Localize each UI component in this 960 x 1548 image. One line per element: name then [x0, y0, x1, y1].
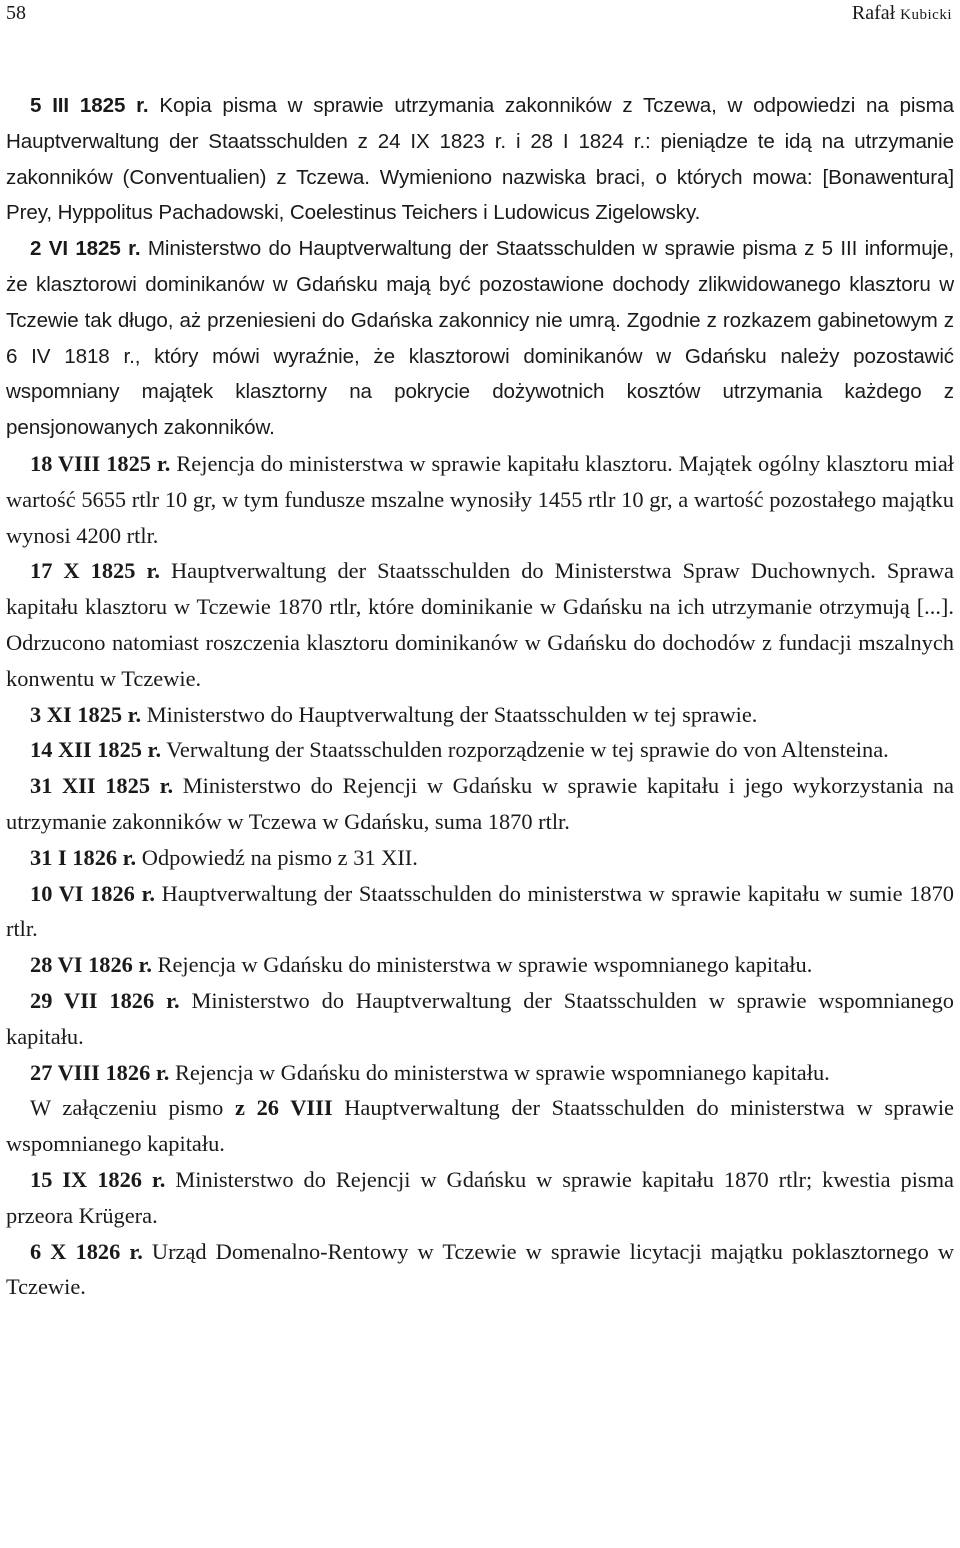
entry-date: 31 XII 1825 r.	[30, 773, 174, 799]
chronology-entry	[6, 1162, 954, 1234]
chronology-entry	[6, 732, 954, 768]
entry-date: 27 VIII 1826 r.	[30, 1059, 170, 1085]
entry-date: 28 VI 1826 r.	[30, 952, 152, 978]
chronology-entry	[6, 446, 954, 553]
entry-text: Ministerstwo do Hauptverwaltung der Staatsschulden w sprawie wspomnianego kapitału.	[6, 987, 955, 1049]
chronology-entry	[6, 697, 954, 733]
entry-text: Odpowiedź na pismo z 31 XII.	[136, 844, 418, 870]
entry-date: 17 X 1825 r.	[30, 558, 160, 584]
chronology-entry	[6, 768, 954, 840]
entry-text: Verwaltung der Staatsschulden rozporządzenie w tej sprawie do von Altensteina.	[161, 737, 889, 763]
author-last-name: Kubicki	[900, 7, 952, 23]
chronology-entry	[6, 876, 954, 948]
entry-date: 18 VIII 1825 r.	[30, 450, 171, 476]
entry-text: Hauptverwaltung der Staatsschulden do Ministerstwa Spraw Duchownych. Sprawa kapitału klasztoru w Tczewie 1870 rtlr, które dominikanie w Gdańsku na ich utrzymanie otrzymują [...]. Odrzucono natomiast roszczenia klasztoru dominikanów w Gdańsku do dochodów z fundacji mszalnych konwentu w Tczewie.	[6, 558, 954, 691]
entry-text: Kopia pisma w sprawie utrzymania zakonników z Tczewa, w odpowiedzi na pisma Hauptverwaltung der Staatsschulden z 24 IX 1823 r. i 28 I 1824 r.: pieniądze te idą na utrzymanie zakonników (Conventualien) z Tczewa. Wymieniono nazwiska braci, o których mowa: [Bonawentura] Prey, Hyppolitus Pachadowski, Coelestinus Teichers i Ludowicus Zigelowsky.	[6, 94, 954, 225]
entry-date: 6 X 1826 r.	[30, 1238, 143, 1264]
document-body	[6, 88, 954, 1305]
entry-text: Urząd Domenalno-Rentowy w Tczewie w sprawie licytacji majątku poklasztornego w Tczewie.	[6, 1238, 955, 1300]
chronology-entry	[6, 983, 954, 1055]
entry-text: Rejencja w Gdańsku do ministerstwa w sprawie wspomnianego kapitału.	[169, 1059, 830, 1085]
chronology-entry	[6, 1234, 954, 1306]
chronology-entry	[6, 1055, 954, 1091]
chronology-entry	[6, 840, 954, 876]
entry-text: Ministerstwo do Rejencji w Gdańsku w sprawie kapitału 1870 rtlr; kwestia pisma przeora Krügera.	[6, 1166, 954, 1228]
entry-date: z 26 VIII	[234, 1095, 333, 1121]
chronology-entry	[6, 947, 954, 983]
entry-date: 3 XI 1825 r.	[30, 701, 142, 727]
page-number: 58	[6, 2, 26, 24]
entry-date: 31 I 1826 r.	[30, 844, 137, 870]
entry-date: 14 XII 1825 r.	[30, 737, 162, 763]
entry-text: Rejencja do ministerstwa w sprawie kapitału klasztoru. Majątek ogólny klasztoru miał wartość 5655 rtlr 10 gr, w tym fundusze mszalne wynosiły 1455 rtlr 10 gr, a wartość pozostałego majątku wynosi 4200 rtlr.	[6, 450, 954, 548]
entry-date: 10 VI 1826 r.	[30, 880, 155, 906]
entry-text: Ministerstwo do Hauptverwaltung der Staatsschulden w tej sprawie.	[141, 701, 758, 727]
running-head-author	[852, 0, 952, 28]
entry-text: Hauptverwaltung der Staatsschulden do ministerstwa w sprawie kapitału w sumie 1870 rtlr.	[6, 880, 954, 942]
entry-text: Hauptverwaltung der Staatsschulden do ministerstwa w sprawie wspomnianego kapitału.	[6, 1095, 954, 1157]
entry-text: Rejencja w Gdańsku do ministerstwa w sprawie wspomnianego kapitału.	[151, 952, 813, 978]
entry-text: Ministerstwo do Rejencji w Gdańsku w sprawie kapitału i jego wykorzystania na utrzymanie zakonników w Tczewa w Gdańsku, suma 1870 rtlr.	[6, 773, 954, 834]
author-first-name: Rafał	[851, 2, 896, 24]
chronology-entry	[6, 553, 954, 696]
entry-date: 5 III 1825 r.	[30, 94, 149, 117]
entry-date: 2 VI 1825 r.	[30, 237, 141, 261]
chronology-entry	[6, 1090, 954, 1162]
entry-date: 29 VII 1826 r.	[30, 987, 180, 1013]
chronology-entry	[6, 88, 954, 231]
page-header	[6, 0, 952, 26]
entry-text: Ministerstwo do Hauptverwaltung der Staatsschulden w sprawie pisma z 5 III informuje, że klasztorowi dominikanów w Gdańsku mają być pozostawione dochody zlikwidowanego klasztoru w Tczewie tak długo, aż przeniesieni do Gdańska zakonnicy nie umrą. Zgodnie z rozkazem gabinetowym z 6 IV 1818 r., który mówi wyraźnie, że klasztorowi dominikanów w Gdańsku należy pozostawić wspomniany majątek klasztorny na pokrycie dożywotnich kosztów utrzymania każdego z pensjonowanych zakonników.	[6, 237, 954, 440]
entry-date: 15 IX 1826 r.	[30, 1166, 166, 1192]
entry-prefix: W załączeniu pismo	[30, 1095, 235, 1121]
chronology-entry	[6, 231, 954, 446]
